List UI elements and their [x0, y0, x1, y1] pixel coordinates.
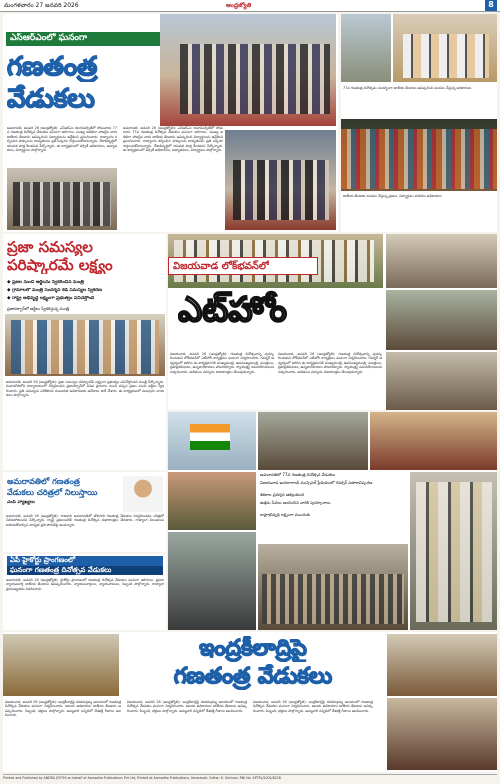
srm-photo-2 [7, 168, 117, 230]
story6-body: అమరావతి, జనవరి 26 (ఆంధ్రజ్యోతి): రాజధాని అమరావతిలో తొలిసారి గణతంత్ర వేడుకలు నిర్వహించడం చరిత్రలో నిలిచిపోతుందని పేర్కొన్నారు. రాష్ట్ర ప్రజలందరికీ గణతంత్ర దినోత్సవ శుభాకాంక్షలు తెలిపారు. రాజ్యాంగ విలువలను కాపాడుకోవాల్సిన బాధ్యత ప్రతి పౌరుడిపై ఉందన్నారు. [6, 514, 164, 527]
story3-headline-line2: పరిష్కారమే లక్ష్యం [7, 256, 113, 274]
story6-headline-line2: వేడుకలు చరిత్రలో నిలుస్తాయి [7, 488, 98, 497]
athome-photo-right2 [386, 290, 497, 350]
story7-headline: ఘనంగా గణతంత్ర దినోత్సవ వేడుకలు [7, 566, 163, 575]
parade-photo [258, 412, 368, 470]
officials-photo [393, 14, 497, 82]
story5-bullet: ఉత్తమ సేవలు అందించిన వారికి పురస్కారాలు [260, 500, 331, 505]
story-highcourt [3, 554, 166, 630]
story-athome [168, 234, 497, 410]
march-rows [262, 574, 404, 624]
story-indrakeeladri [3, 632, 497, 772]
officials-photo-2 [410, 472, 497, 630]
story-celebrations [168, 412, 497, 630]
mp-portrait [123, 476, 163, 512]
story4-kicker: విజయవాడ లోక్‌భవన్‌లో [173, 261, 270, 272]
indian-flag-icon [190, 424, 230, 450]
people-row [403, 34, 489, 78]
story8-body-col3: విజయవాడ, జనవరి 26 (ఆంధ్రజ్యోతి): ఇంద్రకీలాద్రిపై కనకదుర్గమ్మ ఆలయంలో గణతంత్ర దినోత్సవ వేడుకలు ఘనంగా నిర్వహించారు. ఆలయ అధికారులు జాతీయ జెండాను ఆవిష్కరించారు. సిబ్బంది, భక్తులు పాల్గొన్నారు. అమ్మవారి సన్నిధిలో దేశభక్తి గీతాలు ఆలపించారు. [253, 700, 373, 713]
praja-photo [5, 314, 165, 376]
srm-photo-3 [225, 130, 336, 230]
masthead [0, 0, 500, 12]
march-photo [258, 544, 408, 630]
story8-headline-line1: ఇంద్రకీలాద్రిపై [199, 636, 307, 661]
story3-body: అమరావతి, జనవరి 26 (ఆంధ్రజ్యోతి): ప్రజా సమస్యల పరిష్కారమే లక్ష్యంగా ప్రభుత్వం పనిచేస్తోందని మంత్రి పేర్కొన్నారు. మంగళగిరిలోని కార్యాలయంలో నిర్వహించిన ప్రజాదర్బార్‌లో వివిధ ప్రాంతాల నుంచి వచ్చిన ప్రజల నుంచి అర్జీలు స్వీకరించారు. ప్రతి సమస్యను పరిశీలించి సంబంధిత అధికారులకు ఆదేశాలు జారీ చేశారు. ఈ కార్యక్రమంలో పలువురు నాయకులు పాల్గొన్నారు. [6, 380, 164, 398]
people-row [13, 182, 111, 226]
story5-bullet: రాష్ట్రాభివృద్ధి లక్ష్యంగా ముందుకు [260, 512, 311, 517]
story-srm [3, 14, 338, 232]
story3-bullet: ◆ రాష్ట్ర అభివృద్ధే లక్ష్యంగా ప్రభుత్వం పనిచేస్తోంది [7, 296, 95, 301]
stadium-photo [168, 472, 256, 530]
athome-photo-right3 [386, 352, 497, 410]
story6-headline-line1: అమరావతిలో గణతంత్ర [7, 477, 80, 486]
people-row [416, 482, 492, 622]
story5-bullets [260, 472, 408, 542]
story6-byline: ఎంపీ వ్యాఖ్యలు [7, 500, 35, 505]
story2-caption: 77వ గణతంత్ర దినోత్సవం సందర్భంగా జాతీయ జెండాను ఆవిష్కరించి వందనం చేస్తున్న అధికారులు [343, 86, 472, 90]
kicker-box [6, 32, 168, 46]
story1-headline-line2: వేడుకలు [7, 84, 95, 114]
story5-bullet: విజయవాడ ఇందిరాగాంధీ మున్సిపల్ స్టేడియంలో గవర్నర్ పతాకావిష్కరణ [260, 480, 373, 485]
story-right-top [341, 14, 497, 232]
temple-photo-bottom [387, 698, 497, 770]
story4-headline: ఎట్‌హోం [178, 290, 287, 330]
story8-body-col2: విజయవాడ, జనవరి 26 (ఆంధ్రజ్యోతి): ఇంద్రకీలాద్రిపై కనకదుర్గమ్మ ఆలయంలో గణతంత్ర దినోత్సవ వేడుకలు ఘనంగా నిర్వహించారు. ఆలయ అధికారులు జాతీయ జెండాను ఆవిష్కరించారు. సిబ్బంది, భక్తులు పాల్గొన్నారు. అమ్మవారి సన్నిధిలో దేశభక్తి గీతాలు ఆలపించారు. [127, 700, 247, 713]
story-praja [3, 234, 166, 470]
story3-headline-line1: ప్రజా సమస్యల [7, 238, 93, 256]
story4-body-col2: విజయవాడ, జనవరి 26 (ఆంధ్రజ్యోతి): గణతంత్ర దినోత్సవాన్ని పురస్కరించుకుని లోక్‌భవన్‌లో ఎట్‌హోం కార్యక్రమం ఘనంగా నిర్వహించారు. గవర్నర్ ఆధ్వర్యంలో జరిగిన ఈ కార్యక్రమానికి ముఖ్యమంత్రి, ఉపముఖ్యమంత్రి, మంత్రులు, ప్రజాప్రతినిధులు, ఉన్నతాధికారులు హాజరయ్యారు. స్వాతంత్ర్య సమరయోధులను సత్కరించారు. అతిథులు పరస్పరం శుభాకాంక్షలు తెలుపుకున్నారు. [278, 352, 382, 374]
story3-bullet: ◆ గ్రామాలలో మంత్రి సందర్శన కేడీ సమస్యల స్వీకరణ [7, 288, 102, 293]
story5-bullet: అమరావతిలో 77వ గణతంత్ర దినోత్సవ వేడుకలు [260, 472, 336, 477]
band-photo [370, 412, 497, 470]
athome-photo-right1 [386, 234, 497, 288]
imprint-footer: Printed and Published by ANDRA JYOTHI on behalf of Aamodha Publications Pvt Ltd, Printed at Aamodha Publications, Amaravati. Editor: K. Srinivas. RNI No. APTEL/2002/8228 [3, 774, 497, 783]
story1-body-col2: అమరావతి, జనవరి 26 (ఆంధ్రజ్యోతి): ఎస్‌ఆర్‌ఎం యూనివర్సిటీలో సోమవారం 77వ గణతంత్ర దినోత్సవ వేడుకలు ఘనంగా జరిగాయి. ముఖ్య అతిథిగా హాజరైన వారు జాతీయ జెండాను ఆవిష్కరించి విద్యార్థులను ఉద్దేశించి ప్రసంగించారు. రాజ్యాంగం కల్పించిన హక్కులను బాధ్యతలను ప్రతి ఒక్కరూ గుర్తుంచుకోవాలన్నారు. దేశాభివృద్ధిలో యువత పాత్ర కీలకమని పేర్కొన్నారు. ఈ కార్యక్రమంలో వర్సిటీ అధికారులు, అధ్యాపకులు, విద్యార్థులు పాల్గొన్నారు. [123, 126, 223, 153]
srm-group-photo [160, 14, 336, 126]
people-row [11, 320, 159, 374]
athome-kicker-box [168, 257, 318, 275]
story-amaravati [3, 472, 166, 552]
masthead-date: మంగళవారం 27 జనవరి 2026 [4, 2, 79, 9]
story8-headline-line2: గణతంత్ర వేడుకలు [173, 664, 333, 689]
flag-photo [168, 412, 256, 470]
masthead-paper: ఆంధ్రజ్యోతి [226, 2, 252, 9]
crowd [341, 129, 497, 189]
guard-photo [168, 532, 256, 630]
people-row [180, 44, 330, 114]
story2-caption-2: జాతీయ జెండాకు వందనం చేస్తున్న ప్రజలు, విద్యార్థులు మరియు అధికారులు [343, 194, 442, 198]
crowd-photo [341, 119, 497, 191]
story3-bullet-text: గ్రామాలలో మంత్రి సందర్శన కేడీ సమస్యల స్వీకరణ [12, 288, 102, 293]
story3-subline: ప్రజాదర్బార్‌లో అర్జీలు స్వీకరిస్తున్న మంత్రి [7, 306, 70, 311]
page-number: 8 [485, 0, 497, 11]
story4-body: విజయవాడ, జనవరి 26 (ఆంధ్రజ్యోతి): గణతంత్ర దినోత్సవాన్ని పురస్కరించుకుని లోక్‌భవన్‌లో ఎట్‌హోం కార్యక్రమం ఘనంగా నిర్వహించారు. గవర్నర్ ఆధ్వర్యంలో జరిగిన ఈ కార్యక్రమానికి ముఖ్యమంత్రి, ఉపముఖ్యమంత్రి, మంత్రులు, ప్రజాప్రతినిధులు, ఉన్నతాధికారులు హాజరయ్యారు. స్వాతంత్ర్య సమరయోధులను సత్కరించారు. అతిథులు పరస్పరం శుభాకాంక్షలు తెలుపుకున్నారు. [170, 352, 274, 374]
flag-hoist-photo [341, 14, 391, 82]
people-row [233, 160, 329, 220]
story1-headline-line1: గణతంత్ర [7, 52, 98, 82]
story8-body: విజయవాడ, జనవరి 26 (ఆంధ్రజ్యోతి): ఇంద్రకీలాద్రిపై కనకదుర్గమ్మ ఆలయంలో గణతంత్ర దినోత్సవ వేడుకలు ఘనంగా నిర్వహించారు. ఆలయ అధికారులు జాతీయ జెండాను ఆవిష్కరించారు. సిబ్బంది, భక్తులు పాల్గొన్నారు. అమ్మవారి సన్నిధిలో దేశభక్తి గీతాలు ఆలపించారు. [5, 700, 121, 718]
story7-kicker: ఏపీ హైకోర్టు ప్రాంగణంలో [7, 556, 163, 566]
temple-photo-left [3, 634, 119, 696]
story3-bullet-text: ప్రజల నుంచి అర్జీలను స్వీకరించిన మంత్రి [12, 280, 84, 285]
story3-bullet-text: రాష్ట్ర అభివృద్ధే లక్ష్యంగా ప్రభుత్వం పనిచేస్తోంది [12, 296, 95, 301]
story3-bullet: ◆ ప్రజల నుంచి అర్జీలను స్వీకరించిన మంత్రి [7, 280, 84, 285]
story5-bullet: శకటాల ప్రదర్శన ఆకట్టుకుంది [260, 492, 305, 497]
story1-kicker: ఎస్‌ఆర్‌ఎంలో ఘనంగా [10, 33, 88, 43]
story7-body: అమరావతి, జనవరి 26 (ఆంధ్రజ్యోతి): హైకోర్టు ప్రాంగణంలో గణతంత్ర దినోత్సవ వేడుకలు ఘనంగా జరిగాయి. ప్రధాన న్యాయమూర్తి జాతీయ జెండాను ఆవిష్కరించారు. న్యాయమూర్తులు, న్యాయవాదులు, సిబ్బంది పాల్గొన్నారు. రాజ్యాంగ ప్రాముఖ్యతను వివరించారు. [6, 578, 164, 591]
story1-body: అమరావతి, జనవరి 26 (ఆంధ్రజ్యోతి): ఎస్‌ఆర్‌ఎం యూనివర్సిటీలో సోమవారం 77వ గణతంత్ర దినోత్సవ వేడుకలు ఘనంగా జరిగాయి. ముఖ్య అతిథిగా హాజరైన వారు జాతీయ జెండాను ఆవిష్కరించి విద్యార్థులను ఉద్దేశించి ప్రసంగించారు. రాజ్యాంగం కల్పించిన హక్కులను బాధ్యతలను ప్రతి ఒక్కరూ గుర్తుంచుకోవాలన్నారు. దేశాభివృద్ధిలో యువత పాత్ర కీలకమని పేర్కొన్నారు. ఈ కార్యక్రమంలో వర్సిటీ అధికారులు, అధ్యాపకులు, విద్యార్థులు పాల్గొన్నారు. [7, 126, 117, 153]
temple-photo-right [387, 634, 497, 696]
